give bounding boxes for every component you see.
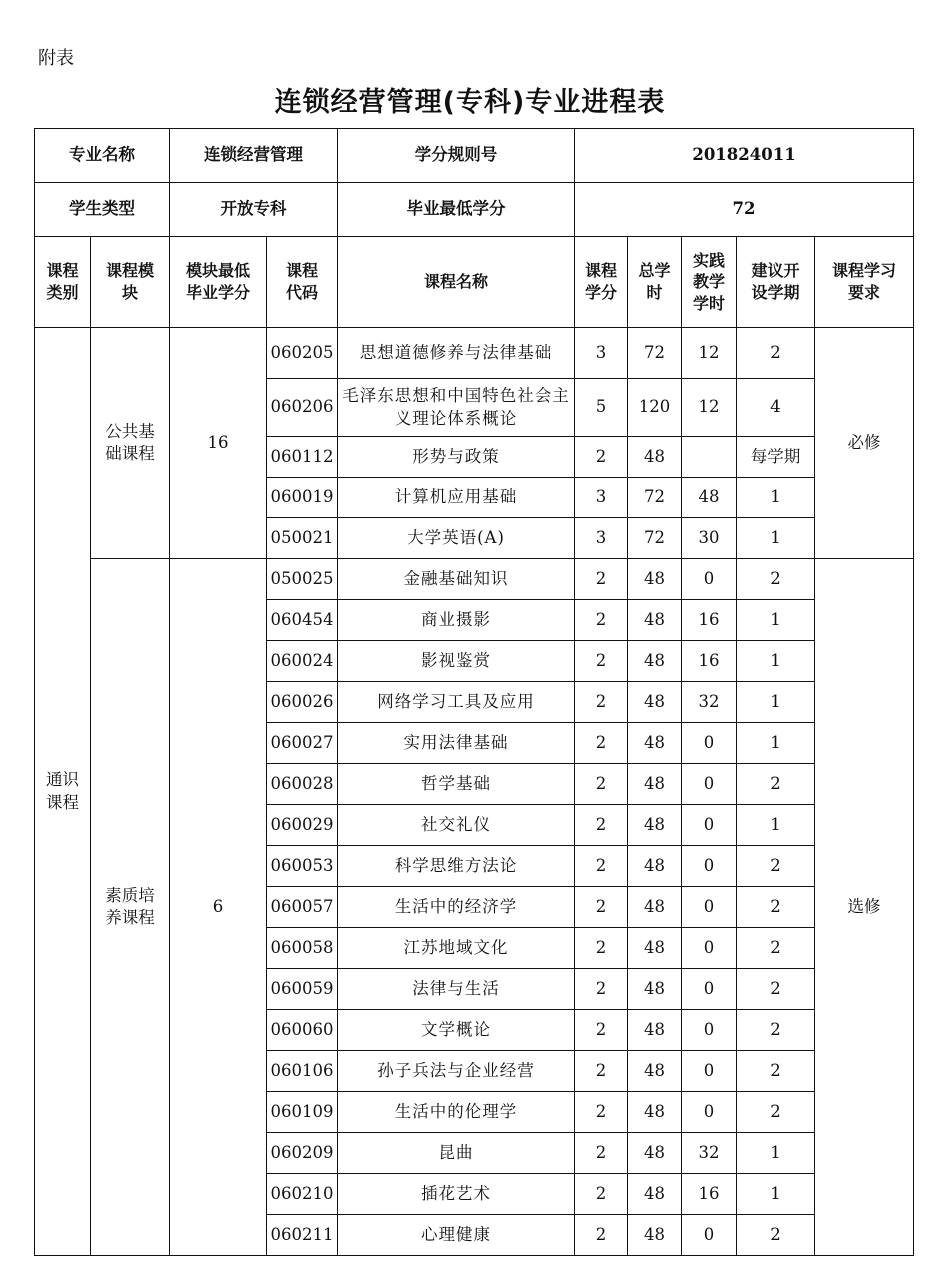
course-practice: 32 bbox=[682, 682, 737, 723]
course-name: 金融基础知识 bbox=[338, 559, 575, 600]
header-hours: 总学 时 bbox=[628, 237, 682, 328]
course-code: 060206 bbox=[267, 379, 338, 437]
course-credit: 2 bbox=[575, 437, 628, 478]
course-hours: 48 bbox=[628, 641, 682, 682]
course-code: 050021 bbox=[267, 518, 338, 559]
course-semester: 1 bbox=[737, 1133, 815, 1174]
course-practice: 12 bbox=[682, 328, 737, 379]
course-code: 060205 bbox=[267, 328, 338, 379]
course-hours: 48 bbox=[628, 682, 682, 723]
course-code: 060109 bbox=[267, 1092, 338, 1133]
course-name: 网络学习工具及应用 bbox=[338, 682, 575, 723]
course-hours: 48 bbox=[628, 969, 682, 1010]
course-credit: 2 bbox=[575, 764, 628, 805]
course-semester: 2 bbox=[737, 764, 815, 805]
major-label: 专业名称 bbox=[35, 129, 170, 183]
course-name: 法律与生活 bbox=[338, 969, 575, 1010]
course-name: 毛泽东思想和中国特色社会主义理论体系概论 bbox=[338, 379, 575, 437]
course-credit: 3 bbox=[575, 478, 628, 518]
course-row bbox=[35, 328, 914, 379]
course-practice: 30 bbox=[682, 518, 737, 559]
course-semester: 2 bbox=[737, 887, 815, 928]
course-hours: 48 bbox=[628, 1133, 682, 1174]
course-semester: 2 bbox=[737, 1010, 815, 1051]
course-semester: 2 bbox=[737, 969, 815, 1010]
min-credit-label: 毕业最低学分 bbox=[338, 183, 575, 237]
course-practice: 0 bbox=[682, 1092, 737, 1133]
header-module: 课程模 块 bbox=[91, 237, 170, 328]
header-code: 课程 代码 bbox=[267, 237, 338, 328]
course-hours: 48 bbox=[628, 1010, 682, 1051]
course-semester: 2 bbox=[737, 328, 815, 379]
course-hours: 48 bbox=[628, 437, 682, 478]
course-semester: 1 bbox=[737, 641, 815, 682]
course-hours: 48 bbox=[628, 1051, 682, 1092]
course-code: 060059 bbox=[267, 969, 338, 1010]
info-row-student bbox=[35, 183, 914, 237]
course-practice: 32 bbox=[682, 1133, 737, 1174]
course-name: 哲学基础 bbox=[338, 764, 575, 805]
course-hours: 48 bbox=[628, 600, 682, 641]
course-credit: 2 bbox=[575, 641, 628, 682]
course-practice: 48 bbox=[682, 478, 737, 518]
course-code: 060026 bbox=[267, 682, 338, 723]
course-code: 060112 bbox=[267, 437, 338, 478]
course-code: 050025 bbox=[267, 559, 338, 600]
course-practice: 0 bbox=[682, 887, 737, 928]
course-name: 思想道德修养与法律基础 bbox=[338, 328, 575, 379]
course-code: 060211 bbox=[267, 1215, 338, 1256]
student-type-label: 学生类型 bbox=[35, 183, 170, 237]
course-credit: 5 bbox=[575, 379, 628, 437]
header-credit: 课程 学分 bbox=[575, 237, 628, 328]
course-hours: 48 bbox=[628, 1215, 682, 1256]
course-credit: 2 bbox=[575, 1092, 628, 1133]
course-practice: 0 bbox=[682, 1215, 737, 1256]
course-code: 060209 bbox=[267, 1133, 338, 1174]
course-name: 社交礼仪 bbox=[338, 805, 575, 846]
course-semester: 2 bbox=[737, 1092, 815, 1133]
course-credit: 2 bbox=[575, 559, 628, 600]
course-name: 科学思维方法论 bbox=[338, 846, 575, 887]
course-name: 生活中的经济学 bbox=[338, 887, 575, 928]
course-name: 昆曲 bbox=[338, 1133, 575, 1174]
header-module-min: 模块最低 毕业学分 bbox=[170, 237, 267, 328]
course-practice: 0 bbox=[682, 805, 737, 846]
course-code: 060019 bbox=[267, 478, 338, 518]
course-code: 060057 bbox=[267, 887, 338, 928]
course-semester: 4 bbox=[737, 379, 815, 437]
major-value: 连锁经营管理 bbox=[170, 129, 338, 183]
course-credit: 2 bbox=[575, 1174, 628, 1215]
course-name: 计算机应用基础 bbox=[338, 478, 575, 518]
course-credit: 2 bbox=[575, 1215, 628, 1256]
course-code: 060024 bbox=[267, 641, 338, 682]
course-credit: 2 bbox=[575, 846, 628, 887]
course-semester: 2 bbox=[737, 559, 815, 600]
course-practice bbox=[682, 437, 737, 478]
course-hours: 48 bbox=[628, 928, 682, 969]
course-code: 060454 bbox=[267, 600, 338, 641]
course-code: 060058 bbox=[267, 928, 338, 969]
column-header-row bbox=[35, 237, 914, 328]
course-name: 心理健康 bbox=[338, 1215, 575, 1256]
module-public-name: 公共基 础课程 bbox=[91, 328, 170, 559]
course-semester: 2 bbox=[737, 928, 815, 969]
course-name: 生活中的伦理学 bbox=[338, 1092, 575, 1133]
course-hours: 48 bbox=[628, 1174, 682, 1215]
course-hours: 48 bbox=[628, 846, 682, 887]
course-practice: 0 bbox=[682, 1010, 737, 1051]
course-hours: 72 bbox=[628, 478, 682, 518]
course-credit: 2 bbox=[575, 682, 628, 723]
course-code: 060053 bbox=[267, 846, 338, 887]
course-hours: 48 bbox=[628, 805, 682, 846]
header-practice: 实践 教学 学时 bbox=[682, 237, 737, 328]
course-name: 插花艺术 bbox=[338, 1174, 575, 1215]
course-hours: 48 bbox=[628, 1092, 682, 1133]
course-name: 形势与政策 bbox=[338, 437, 575, 478]
course-practice: 0 bbox=[682, 846, 737, 887]
course-name: 实用法律基础 bbox=[338, 723, 575, 764]
course-code: 060060 bbox=[267, 1010, 338, 1051]
course-semester: 1 bbox=[737, 723, 815, 764]
module-public-min-credit: 16 bbox=[170, 328, 267, 559]
course-semester: 1 bbox=[737, 478, 815, 518]
course-practice: 16 bbox=[682, 600, 737, 641]
course-credit: 2 bbox=[575, 1051, 628, 1092]
program-table bbox=[34, 128, 914, 1256]
course-credit: 2 bbox=[575, 1133, 628, 1174]
course-code: 060210 bbox=[267, 1174, 338, 1215]
course-practice: 16 bbox=[682, 641, 737, 682]
course-hours: 72 bbox=[628, 518, 682, 559]
course-code: 060106 bbox=[267, 1051, 338, 1092]
course-semester: 1 bbox=[737, 600, 815, 641]
course-name: 大学英语(A) bbox=[338, 518, 575, 559]
course-semester: 1 bbox=[737, 1174, 815, 1215]
header-category: 课程 类别 bbox=[35, 237, 91, 328]
course-row bbox=[35, 559, 914, 600]
category-general: 通识 课程 bbox=[35, 328, 91, 1256]
course-credit: 2 bbox=[575, 969, 628, 1010]
course-credit: 3 bbox=[575, 328, 628, 379]
page-title: 连锁经营管理(专科)专业进程表 bbox=[274, 87, 666, 118]
course-semester: 2 bbox=[737, 1051, 815, 1092]
course-credit: 2 bbox=[575, 600, 628, 641]
course-credit: 2 bbox=[575, 887, 628, 928]
course-practice: 0 bbox=[682, 1051, 737, 1092]
course-practice: 0 bbox=[682, 723, 737, 764]
header-name: 课程名称 bbox=[338, 237, 575, 328]
course-semester: 每学期 bbox=[737, 437, 815, 478]
appendix-label: 附表 bbox=[38, 48, 74, 69]
course-semester: 1 bbox=[737, 518, 815, 559]
course-credit: 2 bbox=[575, 1010, 628, 1051]
info-row-major bbox=[35, 129, 914, 183]
module-quality-min-credit: 6 bbox=[170, 559, 267, 1256]
course-practice: 16 bbox=[682, 1174, 737, 1215]
course-semester: 1 bbox=[737, 682, 815, 723]
course-semester: 2 bbox=[737, 846, 815, 887]
course-hours: 48 bbox=[628, 887, 682, 928]
header-requirement: 课程学习 要求 bbox=[815, 237, 914, 328]
student-type-value: 开放专科 bbox=[170, 183, 338, 237]
course-hours: 120 bbox=[628, 379, 682, 437]
course-name: 影视鉴赏 bbox=[338, 641, 575, 682]
header-semester: 建议开 设学期 bbox=[737, 237, 815, 328]
course-name: 孙子兵法与企业经营 bbox=[338, 1051, 575, 1092]
course-practice: 0 bbox=[682, 928, 737, 969]
course-hours: 48 bbox=[628, 764, 682, 805]
module-quality-name: 素质培 养课程 bbox=[91, 559, 170, 1256]
course-name: 商业摄影 bbox=[338, 600, 575, 641]
course-credit: 2 bbox=[575, 805, 628, 846]
course-credit: 2 bbox=[575, 928, 628, 969]
course-hours: 48 bbox=[628, 723, 682, 764]
course-practice: 0 bbox=[682, 559, 737, 600]
course-name: 文学概论 bbox=[338, 1010, 575, 1051]
course-code: 060027 bbox=[267, 723, 338, 764]
course-semester: 2 bbox=[737, 1215, 815, 1256]
course-practice: 0 bbox=[682, 969, 737, 1010]
course-code: 060029 bbox=[267, 805, 338, 846]
rule-label: 学分规则号 bbox=[338, 129, 575, 183]
course-credit: 2 bbox=[575, 723, 628, 764]
course-code: 060028 bbox=[267, 764, 338, 805]
course-practice: 12 bbox=[682, 379, 737, 437]
course-hours: 48 bbox=[628, 559, 682, 600]
module-quality-requirement: 选修 bbox=[815, 559, 914, 1256]
course-practice: 0 bbox=[682, 764, 737, 805]
rule-value: 201824011 bbox=[575, 129, 914, 183]
course-name: 江苏地域文化 bbox=[338, 928, 575, 969]
min-credit-value: 72 bbox=[575, 183, 914, 237]
module-public-requirement: 必修 bbox=[815, 328, 914, 559]
course-hours: 72 bbox=[628, 328, 682, 379]
course-semester: 1 bbox=[737, 805, 815, 846]
course-credit: 3 bbox=[575, 518, 628, 559]
